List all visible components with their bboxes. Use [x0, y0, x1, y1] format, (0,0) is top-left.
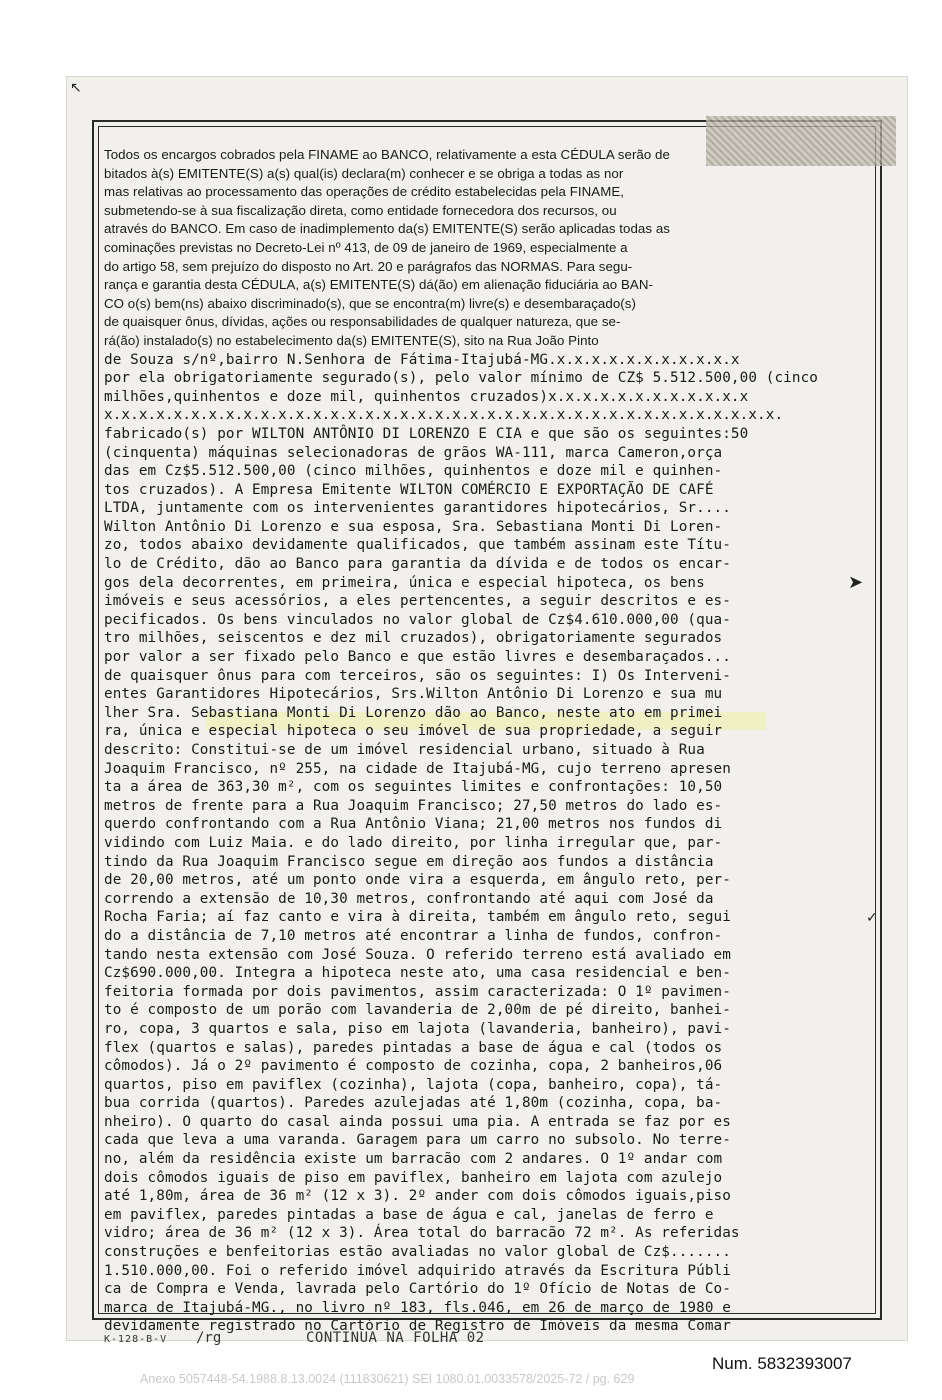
- document-line: vidindo com Luiz Maia. e do lado direito, por linha irregular que, par-: [104, 834, 723, 851]
- document-line: cominações previstas no Decreto-Lei nº 413, de 09 de janeiro de 1969, especialmente a: [104, 239, 628, 255]
- document-line: lo de Crédito, dão ao Banco para garantia da dívida e de todos os encar-: [104, 556, 731, 573]
- document-line: bua corrida (quartos). Paredes azulejadas até 1,80m (cozinha, copa, ba-: [104, 1095, 723, 1112]
- document-line: descrito: Constitui-se de um imóvel residencial urbano, situado à Rua: [104, 742, 705, 758]
- document-line: flex (quartos e salas), paredes pintadas a base de água e cal (todos os: [104, 1039, 723, 1056]
- document-line: (cinquenta) máquinas selecionadoras de grãos WA-111, marca Cameron,orça: [104, 444, 723, 461]
- document-body-text: [104, 146, 874, 1336]
- document-line: Cz$690.000,00. Integra a hipoteca neste ato, uma casa residencial e ben-: [104, 965, 731, 982]
- document-line: por ela obrigatoriamente segurado(s), pelo valor mínimo de CZ$ 5.512.500,00 (cinco: [104, 370, 819, 387]
- document-line: tos cruzados). A Empresa Emitente WILTON COMÉRCIO E EXPORTAÇÃO DE CAFÉ: [104, 481, 714, 498]
- document-line: imóveis e seus acessórios, a eles pertencentes, a seguir descritos e es-: [104, 593, 731, 610]
- document-line: bitados à(s) EMITENTE(S) a(s) qual(is) declara(m) conhecer e se obriga a todas as nor: [104, 165, 624, 181]
- document-line: devidamente registrado no Cartório de Registro de Imóveis da mesma Comar: [104, 1318, 731, 1335]
- document-line: entes Garantidores Hipotecários, Srs.Wilton Antônio Di Lorenzo e sua mu: [104, 686, 723, 703]
- document-line: rá(ão) instalado(s) no estabelecimento da(s) EMITENTE(S), sito na Rua João Pinto: [104, 332, 599, 348]
- document-line: Wilton Antônio Di Lorenzo e sua esposa, Sra. Sebastiana Monti Di Loren-: [104, 518, 723, 535]
- document-line: gos dela decorrentes, em primeira, única e especial hipoteca, os bens: [104, 574, 705, 591]
- document-line: quartos, piso em paviflex (cozinha), lajota (copa, banheiro, copa), tá-: [104, 1076, 723, 1093]
- document-line: zo, todos abaixo devidamente qualificados, que também assinam este Títu-: [104, 537, 731, 554]
- document-line: CO o(s) bem(ns) abaixo discriminado(s), que se encontra(m) livre(s) e desembaraçado(s): [104, 295, 636, 311]
- document-line: vidro; área de 36 m² (12 x 3). Área total do barracão 72 m². As referidas: [104, 1225, 740, 1242]
- document-line: construções e benfeitorias estão avaliadas no valor global de Cz$.......: [104, 1244, 731, 1261]
- document-line: através do BANCO. Em caso de inadimplemento da(s) EMITENTE(S) serão aplicadas todas as: [104, 221, 670, 237]
- margin-mark-arrow: ➤: [848, 572, 864, 593]
- document-line: dois cômodos iguais de piso em paviflex, banheiro em lajota com azulejo: [104, 1169, 723, 1186]
- document-line: ro, copa, 3 quartos e sala, piso em lajota (lavanderia, banheiro), pavi-: [104, 1020, 731, 1037]
- document-line: do a distância de 7,10 metros até encontrar a linha de fundos, confron-: [104, 927, 723, 944]
- document-line: ra, única e especial hipoteca o seu imóvel de sua propriedade, a seguir: [104, 723, 723, 740]
- document-line: de 20,00 metros, até um ponto onde vira a esquerda, em ângulo reto, per-: [104, 872, 731, 889]
- document-line: LTDA, juntamente com os intervenientes garantidores hipotecários, Sr....: [104, 500, 731, 517]
- document-line: ca de Compra e Venda, lavrada pelo Cartório do 1º Ofício de Notas de Co-: [104, 1281, 731, 1298]
- document-line: correndo a extensão de 10,30 metros, confrontando até aqui com José da: [104, 890, 714, 907]
- document-line: querdo confrontando com a Rua Antônio Viana; 21,00 metros nos fundos di: [104, 816, 723, 833]
- document-line: de Souza s/nº,bairro N.Senhora de Fátima-Itajubá-MG.x.x.x.x.x.x.x.x.x.x.x: [104, 351, 740, 368]
- document-line: feitoria formada por dois pavimentos, assim caracterizada: O 1º pavimen-: [104, 983, 731, 1000]
- document-line: cômodos). Já o 2º pavimento é composto de cozinha, copa, 2 banheiros,06: [104, 1058, 723, 1075]
- document-line: nheiro). O quarto do casal ainda possui uma pia. A entrada se faz por es: [104, 1113, 731, 1130]
- document-line: Joaquim Francisco, nº 255, na cidade de Itajubá-MG, cujo terreno apresen: [104, 760, 731, 777]
- document-number: Num. 5832393007: [712, 1354, 852, 1373]
- continuation-note: CONTINUA NA FOLHA 02: [306, 1330, 485, 1346]
- document-line: metros de frente para a Rua Joaquim Francisco; 27,50 metros do lado es-: [104, 797, 723, 814]
- document-line: marca de Itajubá-MG., no livro nº 183, fls.046, em 26 de março de 1980 e: [104, 1299, 731, 1316]
- document-line: pecificados. Os bens vinculados no valor global de Cz$4.610.000,00 (qua-: [104, 611, 731, 628]
- document-line: Rocha Faria; aí faz canto e vira à direita, também em ângulo reto, segui: [104, 909, 731, 926]
- document-line: tindo da Rua Joaquim Francisco segue em direção aos fundos a distância: [104, 853, 714, 870]
- corner-mark: ↖: [70, 80, 82, 96]
- document-line: lher Sra. Sebastiana Monti Di Lorenzo dão ao Banco, neste ato em primei: [104, 704, 723, 721]
- document-line: x.x.x.x.x.x.x.x.x.x.x.x.x.x.x.x.x.x.x.x.x.x.x.x.x.x.x.x.x.x.x.x.x.x.x.x.x.x.x.: [104, 407, 784, 424]
- document-line: rança e garantia desta CÉDULA, a(s) EMITENTE(S) dá(ão) em alienação fiduciária ao BAN-: [104, 277, 653, 293]
- document-line: tando nesta extensão com José Souza. O referido terreno está avaliado em: [104, 946, 731, 963]
- document-line: por valor a ser fixado pelo Banco e que estão livres e desembaraçados...: [104, 649, 731, 666]
- margin-mark-tick: ✓: [866, 910, 878, 926]
- annex-reference: Anexo 5057448-54.1988.8.13.0024 (111830621) SEI 1080.01.0033578/2025-72 / pg. 629: [140, 1372, 635, 1386]
- document-line: em paviflex, paredes pintadas a base de água e cal, janelas de ferro e: [104, 1206, 714, 1223]
- document-line: das em Cz$5.512.500,00 (cinco milhões, quinhentos e doze mil e quinhen-: [104, 463, 723, 480]
- document-line: cada que leva a uma varanda. Garagem para um carro no subsolo. No terre-: [104, 1132, 731, 1149]
- typist-initials: /rg: [196, 1330, 222, 1346]
- document-line: fabricado(s) por WILTON ANTÔNIO DI LORENZO E CIA e que são os seguintes:50: [104, 425, 749, 442]
- document-line: ta a área de 363,30 m², com os seguintes limites e confrontações: 10,50: [104, 779, 723, 796]
- document-line: milhões,quinhentos e doze mil, quinhentos cruzados)x.x.x.x.x.x.x.x.x.x.x.x: [104, 388, 749, 405]
- document-line: do artigo 58, sem prejuízo do disposto no Art. 20 e parágrafos das NORMAS. Para segu-: [104, 258, 633, 274]
- document-line: to é composto de um porão com lavanderia de 2,00m de pé direito, banhei-: [104, 1002, 731, 1019]
- document-line: de quaisquer ônus para com terceiros, são os seguintes: I) Os Interveni-: [104, 667, 731, 684]
- document-line: no, além da residência existe um barracão com 2 andares. O 1º andar com: [104, 1151, 723, 1168]
- scanned-sheet: [66, 76, 908, 1346]
- document-line: tro milhões, seiscentos e dez mil cruzados), obrigatoriamente segurados: [104, 630, 723, 647]
- document-line: 1.510.000,00. Foi o referido imóvel adquirido através da Escritura Públi: [104, 1262, 731, 1279]
- document-line: de quaisquer ônus, dívidas, ações ou responsabilidades de qualquer natureza, que se-: [104, 314, 621, 330]
- document-line: Todos os encargos cobrados pela FINAME ao BANCO, relativamente a esta CÉDULA serão de: [104, 147, 670, 162]
- document-line: submetendo-se à sua fiscalização direta, como entidade fornecedora dos recursos, ou: [104, 202, 617, 218]
- document-line: mas relativas ao processamento das operações de crédito estabelecidas pela FINAME,: [104, 184, 624, 200]
- document-line: até 1,80m, área de 36 m² (12 x 3). 2º ander com dois cômodos iguais,piso: [104, 1188, 731, 1205]
- form-code: K-128-B-V: [104, 1334, 168, 1345]
